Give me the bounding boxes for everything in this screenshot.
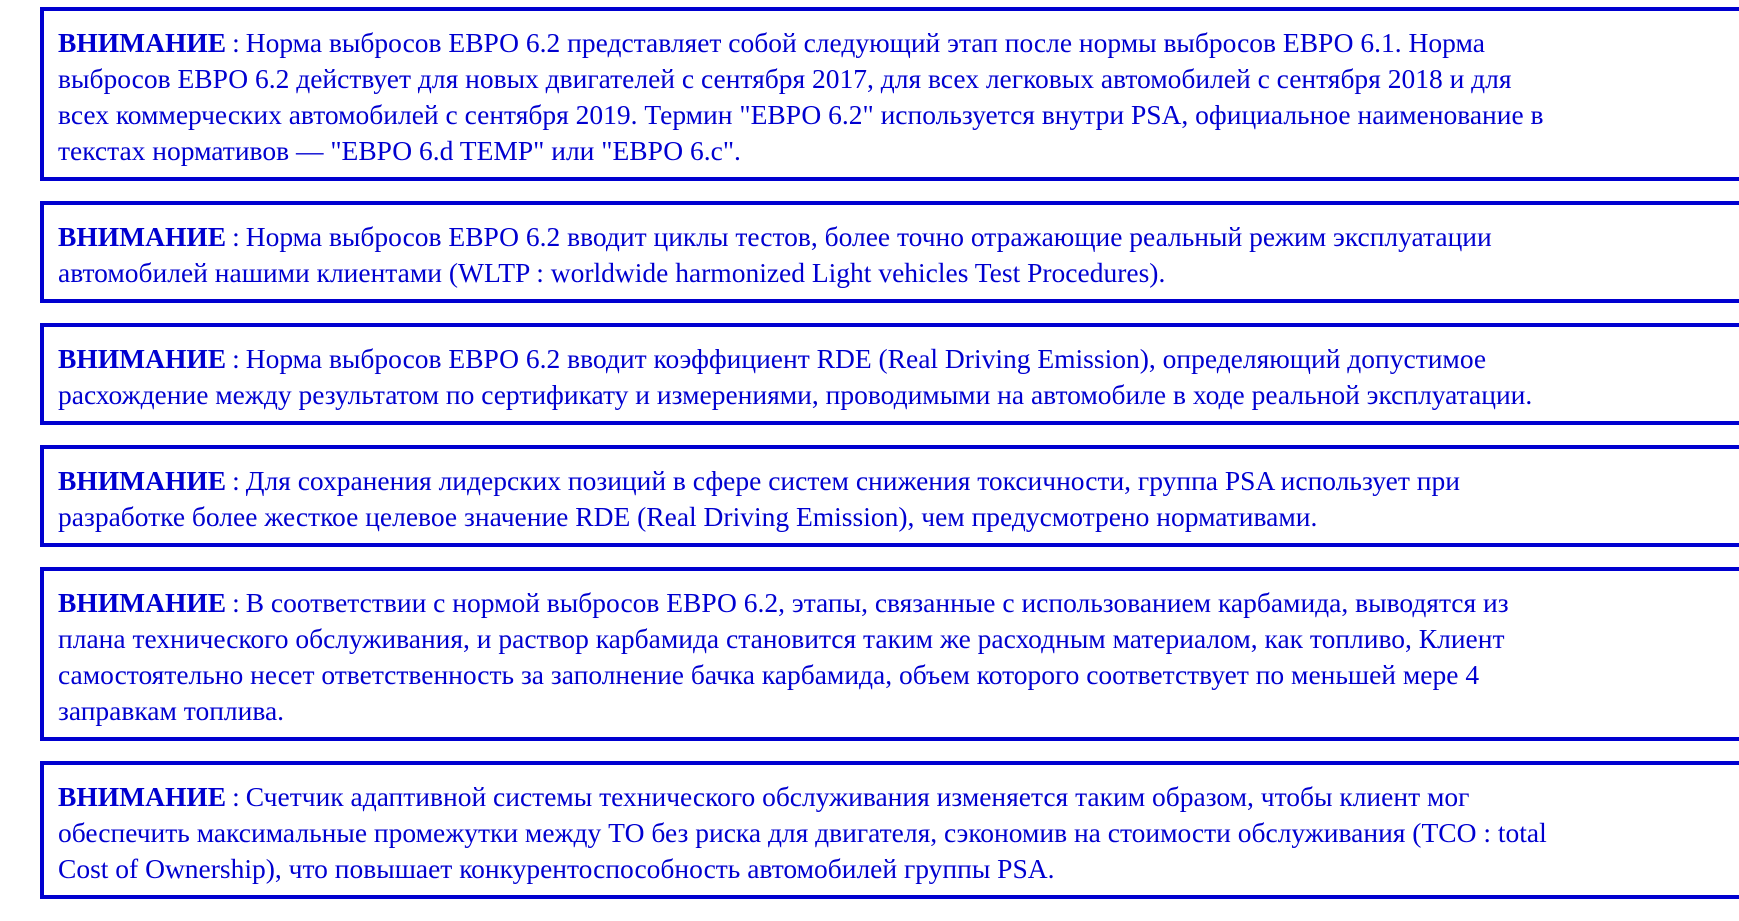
note-line-text: выбросов ЕВРО 6.2 действует для новых двигателей с сентября 2017, для всех легковых автомобилей с сентября 2018 и для <box>58 63 1512 94</box>
warning-label: ВНИМАНИЕ <box>58 343 227 374</box>
warning-separator: : <box>232 221 240 252</box>
note-line-text: В соответствии с нормой выбросов ЕВРО 6.2, этапы, связанные с использованием карбамида, выводятся из <box>245 587 1509 618</box>
warning-note-text <box>58 341 1739 413</box>
warning-label: ВНИМАНИЕ <box>58 221 227 252</box>
warning-note <box>40 7 1739 181</box>
warning-label: ВНИМАНИЕ <box>58 781 227 812</box>
warning-note <box>40 567 1739 741</box>
note-line <box>58 657 1739 693</box>
warning-note-text <box>58 779 1739 887</box>
note-line-text: расхождение между результатом по сертификату и измерениями, проводимыми на автомобиле в ходе реальной эксплуатации. <box>58 379 1533 410</box>
note-line-text: Норма выбросов ЕВРО 6.2 представляет собой следующий этап после нормы выбросов ЕВРО 6.1. Норма <box>245 27 1485 58</box>
warning-separator: : <box>232 27 240 58</box>
note-line-text: автомобилей нашими клиентами (WLTP : worldwide harmonized Light vehicles Test Procedures). <box>58 257 1166 288</box>
note-line-text: всех коммерческих автомобилей с сентября 2019. Термин "ЕВРО 6.2" используется внутри PSA, официальное наименование в <box>58 99 1544 130</box>
warning-note-text <box>58 463 1739 535</box>
warning-label: ВНИМАНИЕ <box>58 27 227 58</box>
warning-note <box>40 761 1739 899</box>
warning-note <box>40 323 1739 425</box>
warning-note <box>40 445 1739 547</box>
note-line-text: самостоятельно несет ответственность за заполнение бачка карбамида, объем которого соответствует по меньшей мере 4 <box>58 659 1480 690</box>
note-line-text: плана технического обслуживания, и раствор карбамида становится таким же расходным материалом, как топливо, Клиент <box>58 623 1505 654</box>
warning-note-text <box>58 25 1739 169</box>
note-line <box>58 693 1739 729</box>
note-line <box>58 133 1739 169</box>
note-line-text: разработке более жесткое целевое значение RDE (Real Driving Emission), чем предусмотрено нормативами. <box>58 501 1318 532</box>
warning-label: ВНИМАНИЕ <box>58 465 227 496</box>
notes-list <box>40 7 1739 919</box>
note-line <box>58 341 1739 377</box>
note-line-text: обеспечить максимальные промежутки между ТО без риска для двигателя, сэкономив на стоимости обслуживания (TCO : total <box>58 817 1547 848</box>
note-line <box>58 377 1739 413</box>
warning-label: ВНИМАНИЕ <box>58 587 227 618</box>
note-line <box>58 585 1739 621</box>
note-line <box>58 851 1739 887</box>
note-line-text: Норма выбросов ЕВРО 6.2 вводит циклы тестов, более точно отражающие реальный режим эксплуатации <box>245 221 1492 252</box>
note-line-text: Cost of Ownership), что повышает конкурентоспособность автомобилей группы PSA. <box>58 853 1055 884</box>
warning-note-text <box>58 219 1739 291</box>
note-line <box>58 815 1739 851</box>
note-line <box>58 97 1739 133</box>
note-line <box>58 255 1739 291</box>
note-line <box>58 621 1739 657</box>
note-line <box>58 25 1739 61</box>
note-line <box>58 463 1739 499</box>
warning-separator: : <box>232 465 240 496</box>
warning-separator: : <box>232 587 240 618</box>
warning-note <box>40 201 1739 303</box>
warning-separator: : <box>232 343 240 374</box>
note-line <box>58 779 1739 815</box>
note-line-text: заправкам топлива. <box>58 695 285 726</box>
warning-note-text <box>58 585 1739 729</box>
note-line <box>58 499 1739 535</box>
note-line-text: Норма выбросов ЕВРО 6.2 вводит коэффициент RDE (Real Driving Emission), определяющий допустимое <box>245 343 1487 374</box>
warning-separator: : <box>232 781 240 812</box>
note-line-text: Для сохранения лидерских позиций в сфере систем снижения токсичности, группа PSA использует при <box>245 465 1460 496</box>
note-line-text: текстах нормативов — "ЕВРО 6.d TEMP" или "ЕВРО 6.c". <box>58 135 741 166</box>
note-line <box>58 219 1739 255</box>
note-line <box>58 61 1739 97</box>
note-line-text: Счетчик адаптивной системы технического обслуживания изменяется таким образом, чтобы клиент мог <box>245 781 1470 812</box>
